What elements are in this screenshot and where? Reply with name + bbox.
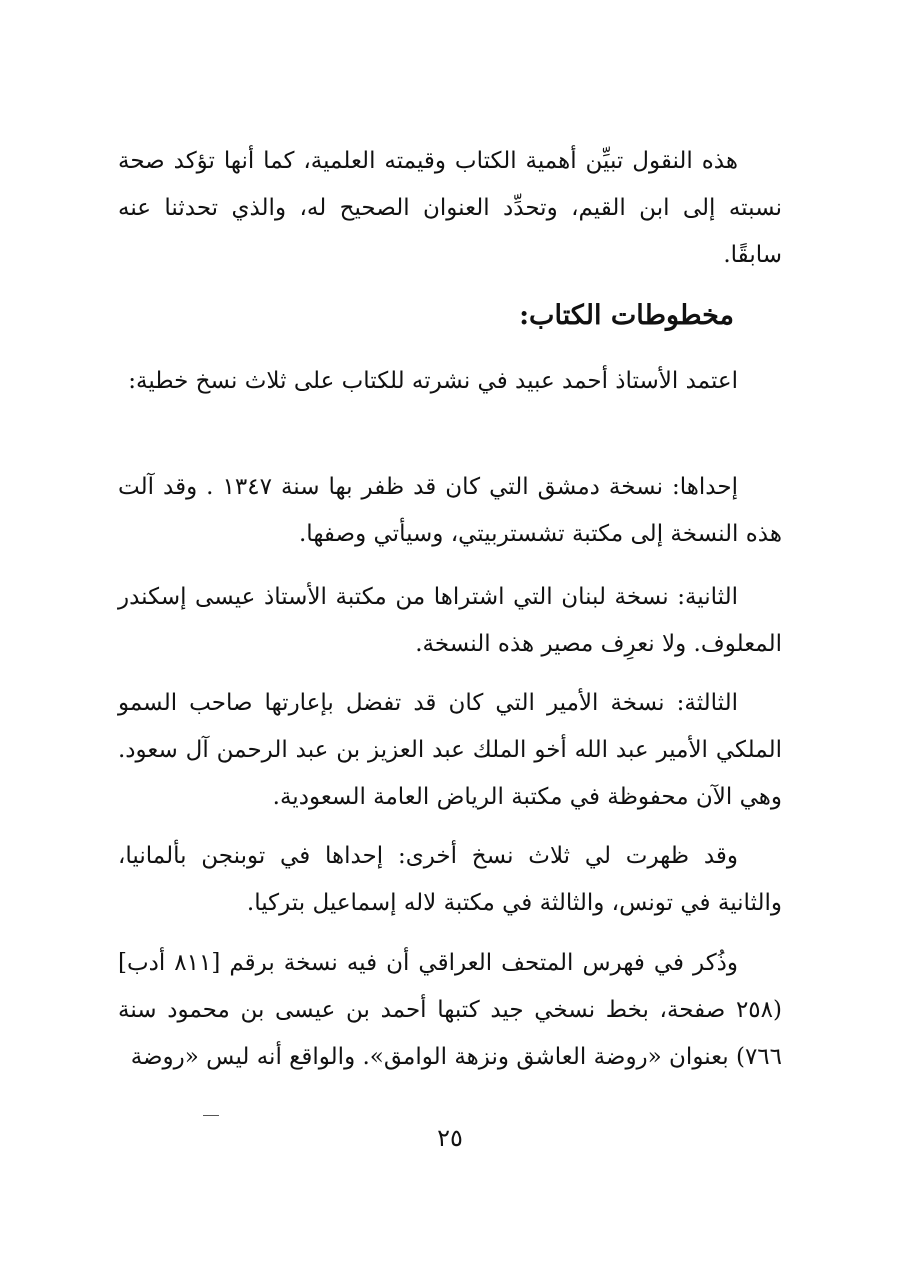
paragraph-importance: هذه النقول تبيِّن أهمية الكتاب وقيمته العلمية، كما أنها تؤكد صحة نسبته إلى ابن القيم، وتحدِّد العنوان الصحيح له، والذي تحدثنا عنه سابقًا. [118,148,782,268]
page-number: ٢٥ [437,1124,463,1152]
paragraph-first-copy: إحداها: نسخة دمشق التي كان قد ظفر بها سنة ١٣٤٧ . وقد آلت هذه النسخة إلى مكتبة تشستربيتي، وسيأتي وصفها. [118,474,782,547]
paragraph-third-copy: الثالثة: نسخة الأمير التي كان قد تفضل بإعارتها صاحب السمو الملكي الأمير عبد الله أخو الملك عبد العزيز بن عبد الرحمن آل سعود. وهي الآن محفوظة في مكتبة الرياض العامة السعودية. [118,690,782,810]
paragraph-sources: اعتمد الأستاذ أحمد عبيد في نشرته للكتاب على ثلاث نسخ خطية: [128,368,738,394]
paragraph-iraqi-museum: وذُكر في فهرس المتحف العراقي أن فيه نسخة برقم [٨١١ أدب] (٢٥٨ صفحة، بخط نسخي جيد كتبها أحمد بن عيسى بن محمود سنة ٧٦٦) بعنوان «روضة العاشق ونزهة الوامق». والواقع أنه ليس «روضة [118,950,782,1070]
paragraph-other-copies: وقد ظهرت لي ثلاث نسخ أخرى: إحداها في توبنجن بألمانيا، والثانية في تونس، والثالثة في مكتبة لاله إسماعيل بتركيا. [118,843,782,916]
section-heading-manuscripts: مخطوطات الكتاب: [519,300,734,331]
paragraph-second-copy: الثانية: نسخة لبنان التي اشتراها من مكتبة الأستاذ عيسى إسكندر المعلوف. ولا نعرِف مصير هذه النسخة. [118,584,782,657]
book-page [118,0,782,1271]
footnote-divider [203,1115,219,1116]
